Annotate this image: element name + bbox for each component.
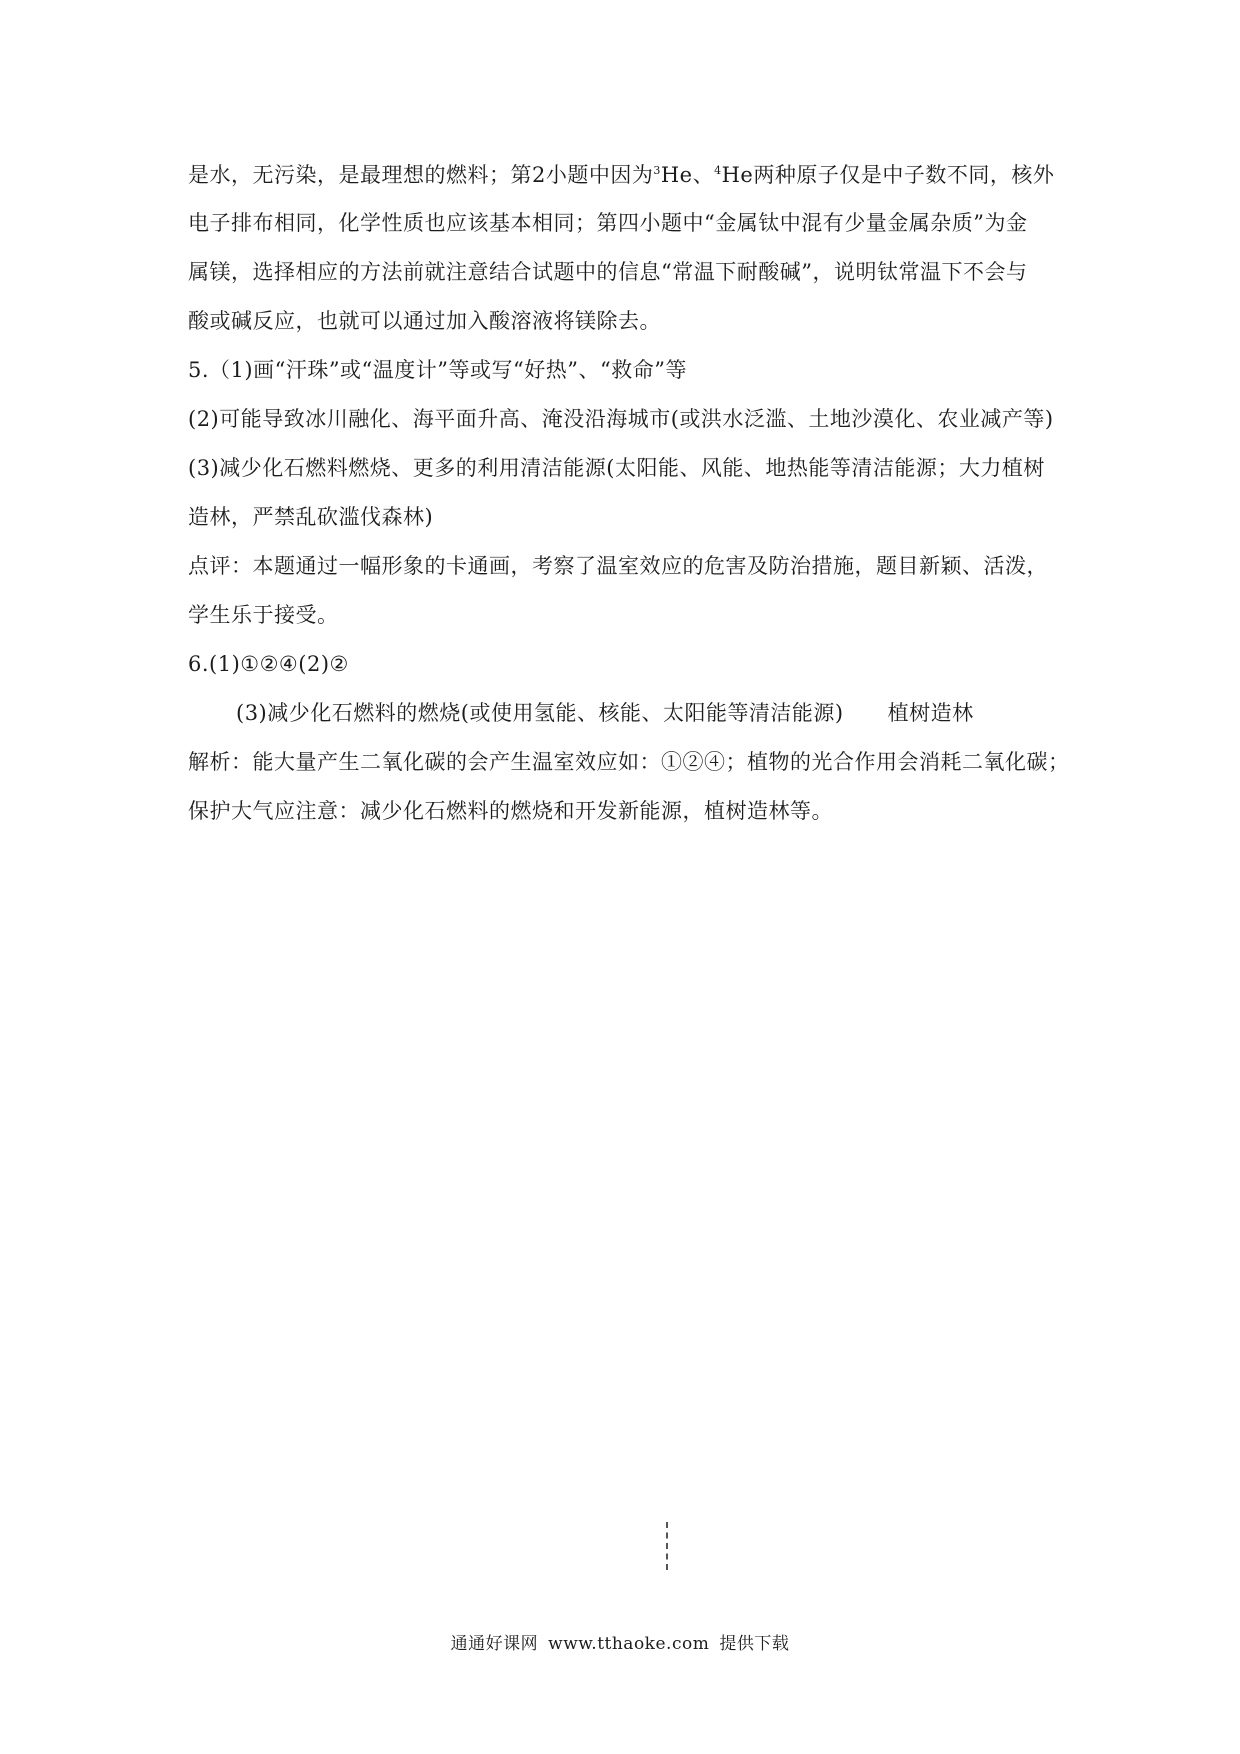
q5-part3-line1: (3)减少化石燃料燃烧、更多的利用清洁能源(太阳能、风能、地热能等清洁能源；大力植树 xyxy=(188,456,1045,480)
paragraph-line-4: 酸或碱反应，也就可以通过加入酸溶液将镁除去。 xyxy=(188,309,661,333)
isotope-mass-number: 3 xyxy=(653,164,661,177)
footer-suffix: 提供下载 xyxy=(719,1634,790,1654)
q6-part1: 6.(1)①②④(2)② xyxy=(188,652,349,676)
q6-part3 xyxy=(236,698,974,728)
q6-part3-text: (3)减少化石燃料的燃烧(或使用氢能、核能、太阳能等清洁能源) xyxy=(236,701,844,725)
q5-part2: (2)可能导致冰川融化、海平面升高、淹没沿海城市(或洪水泛滥、土地沙漠化、农业减产等) xyxy=(188,407,1054,431)
page-footer xyxy=(0,1629,1240,1654)
isotope-symbol: He xyxy=(721,163,754,187)
isotope-symbol: He、 xyxy=(660,163,715,187)
q6-analysis-line2: 保护大气应注意：减少化石燃料的燃烧和开发新能源，植树造林等。 xyxy=(188,799,833,823)
q5-comment-line2: 学生乐于接受。 xyxy=(188,603,339,627)
paragraph-line-3: 属镁，选择相应的方法前就注意结合试题中的信息“常温下耐酸碱”，说明钛常温下不会与 xyxy=(188,260,1028,284)
paragraph-line-1 xyxy=(188,160,1054,190)
footer-site-name: 通通好课网 xyxy=(450,1634,539,1654)
isotope-mass-number: 4 xyxy=(714,164,722,177)
q5-part3-line2: 造林，严禁乱砍滥伐森林) xyxy=(188,505,434,529)
q6-analysis-line1: 解析：能大量产生二氧化碳的会产生温室效应如：①②④；植物的光合作用会消耗二氧化碳； xyxy=(188,750,1070,774)
dashed-divider xyxy=(666,1522,670,1570)
text-segment: 是水，无污染，是最理想的燃料；第2小题中因为 xyxy=(188,163,654,187)
text-segment: 两种原子仅是中子数不同，核外 xyxy=(753,163,1055,187)
q5-comment-line1: 点评：本题通过一幅形象的卡通画，考察了温室效应的危害及防治措施，题目新颖、活泼， xyxy=(188,554,1048,578)
q5-part1: 5.（1)画“汗珠”或“温度计”等或写“好热”、“救命”等 xyxy=(188,358,687,382)
q6-part3-extra: 植树造林 xyxy=(887,701,974,725)
footer-url: www.tthaoke.com xyxy=(548,1634,710,1654)
paragraph-line-2: 电子排布相同，化学性质也应该基本相同；第四小题中“金属钛中混有少量金属杂质”为金 xyxy=(188,211,1028,235)
